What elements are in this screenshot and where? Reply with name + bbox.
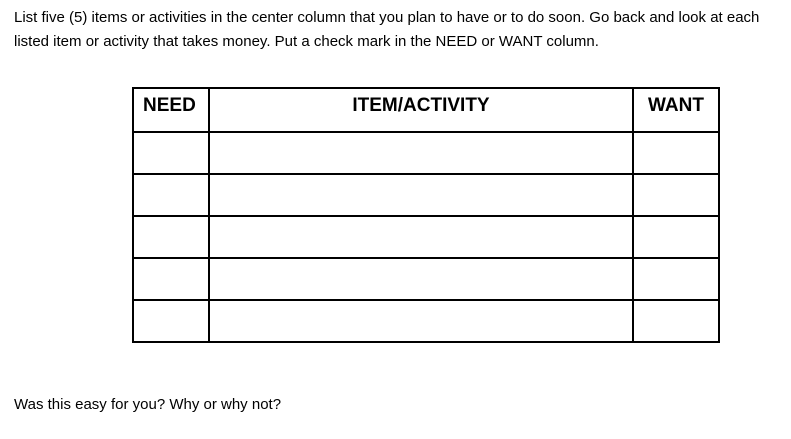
want-cell[interactable] xyxy=(633,132,719,174)
need-column-header: NEED xyxy=(133,88,209,132)
need-cell[interactable] xyxy=(133,174,209,216)
need-want-table xyxy=(132,87,720,343)
table-row xyxy=(133,132,719,174)
instructions-text: List five (5) items or activities in the center column that you plan to have or to do soon. Go back and look at each listed item or activity that takes money. Put a check mark in the NEED or WANT column. xyxy=(14,9,760,50)
item-cell[interactable] xyxy=(209,174,633,216)
table-row xyxy=(133,216,719,258)
item-cell[interactable] xyxy=(209,132,633,174)
table-row xyxy=(133,300,719,342)
want-cell[interactable] xyxy=(633,174,719,216)
item-activity-column-header: ITEM/ACTIVITY xyxy=(209,88,633,132)
item-cell[interactable] xyxy=(209,258,633,300)
table-row xyxy=(133,258,719,300)
want-column-header: WANT xyxy=(633,88,719,132)
want-cell[interactable] xyxy=(633,258,719,300)
table-header-row xyxy=(133,88,719,132)
need-cell[interactable] xyxy=(133,258,209,300)
need-cell[interactable] xyxy=(133,300,209,342)
reflection-question: Was this easy for you? Why or why not? xyxy=(14,396,282,413)
want-cell[interactable] xyxy=(633,216,719,258)
item-cell[interactable] xyxy=(209,300,633,342)
item-cell[interactable] xyxy=(209,216,633,258)
table-row xyxy=(133,174,719,216)
need-cell[interactable] xyxy=(133,132,209,174)
want-cell[interactable] xyxy=(633,300,719,342)
need-cell[interactable] xyxy=(133,216,209,258)
